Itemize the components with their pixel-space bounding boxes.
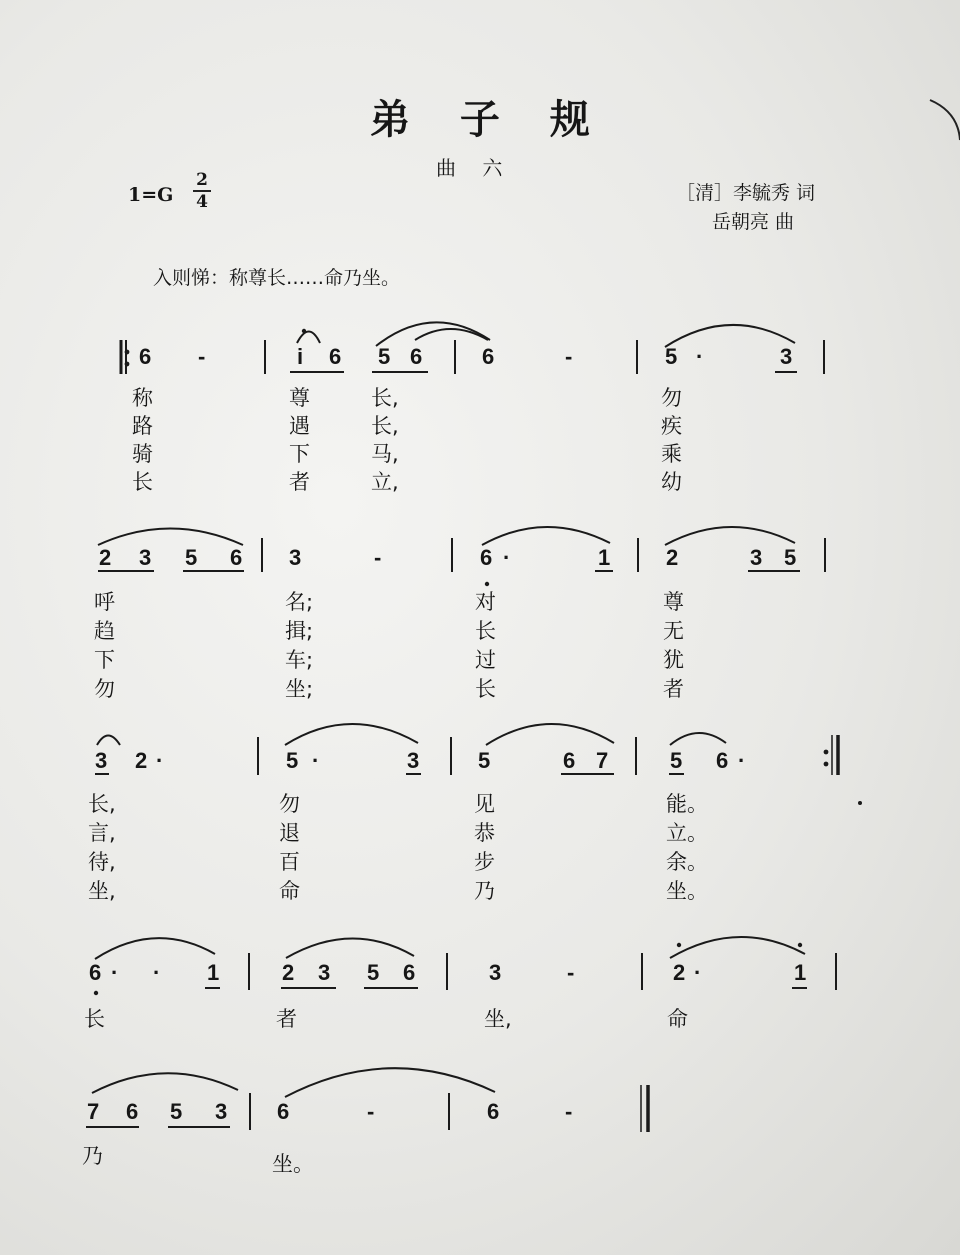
note: 6	[716, 748, 729, 773]
note: 6	[230, 545, 243, 570]
lyric: 长,	[371, 414, 399, 438]
slur	[482, 527, 610, 545]
lyric: 长	[475, 677, 496, 701]
lyric: 长	[84, 1007, 105, 1031]
note: 5	[670, 748, 683, 773]
note: 3	[780, 344, 793, 369]
slur	[415, 329, 488, 340]
lyric: 待,	[88, 850, 116, 874]
lyric-column	[132, 384, 156, 496]
note: 6	[487, 1099, 500, 1124]
lyric: 者	[276, 1007, 297, 1031]
lyric: 命	[279, 879, 300, 903]
repeat-dot	[824, 750, 829, 755]
note: 3	[750, 545, 763, 570]
lyric: 命	[667, 1007, 688, 1031]
lyric-column	[666, 790, 710, 906]
lyric: 路	[132, 414, 153, 438]
lyric: 立,	[371, 470, 399, 494]
lyric-column	[279, 790, 303, 906]
slur	[665, 325, 795, 347]
composer-credit: 岳朝亮 曲	[712, 211, 795, 233]
note-dot: ·	[694, 960, 702, 985]
lyric: 者	[663, 677, 684, 701]
note: -	[565, 344, 573, 369]
note: 5	[367, 960, 380, 985]
lyric: 长	[132, 470, 153, 494]
time-signature-bottom: 4	[196, 192, 208, 212]
lyric: 勿	[279, 792, 300, 816]
lyric: 坐,	[88, 879, 116, 903]
lyric: 恭	[474, 821, 495, 845]
lyric: 见	[474, 792, 495, 816]
note: 1	[207, 960, 220, 985]
lyric: 过	[475, 648, 496, 672]
lyric: 尊	[663, 590, 684, 614]
note: -	[567, 960, 575, 985]
lyric: 对	[475, 590, 496, 614]
note: 6	[480, 545, 493, 570]
lyric-column	[371, 384, 411, 496]
note: 6	[277, 1099, 290, 1124]
note: 3	[407, 748, 420, 773]
note: 6	[126, 1099, 139, 1124]
note: 6	[482, 344, 495, 369]
lyric: 长,	[88, 792, 116, 816]
slur	[285, 724, 418, 745]
octave-dot	[302, 329, 306, 333]
lyric: 坐。	[666, 879, 708, 903]
note: 5	[784, 545, 797, 570]
song-title: 弟 子 规	[370, 96, 608, 143]
stray-dot	[858, 801, 862, 805]
note: 5	[286, 748, 299, 773]
page-curl	[930, 100, 960, 140]
lyric: 勿	[661, 386, 682, 410]
note: -	[367, 1099, 375, 1124]
time-signature-top: 2	[196, 170, 208, 190]
lyric: 立。	[666, 821, 708, 845]
lyric: 退	[279, 821, 300, 845]
lyric: 揖;	[285, 619, 314, 643]
slur	[486, 724, 614, 745]
lyric: 疾	[661, 414, 682, 438]
lyric: 无	[663, 619, 684, 643]
lyric: 坐,	[484, 1007, 512, 1031]
note: 3	[289, 545, 302, 570]
note: 3	[489, 960, 502, 985]
note: 1	[598, 545, 611, 570]
note-dot: ·	[312, 748, 320, 773]
slur	[376, 322, 490, 346]
slur	[285, 1068, 495, 1097]
lyric-column	[94, 588, 118, 704]
lyric: 名;	[285, 590, 314, 614]
lyric: 余。	[666, 850, 708, 874]
note: 6	[410, 344, 423, 369]
note: 2	[666, 545, 679, 570]
repeat-dot	[824, 762, 829, 767]
lyric: 犹	[663, 648, 684, 672]
note: 2	[135, 748, 148, 773]
lyric-column	[663, 588, 687, 704]
lyric: 能。	[666, 792, 708, 816]
repeat-dot	[125, 350, 130, 355]
note: i	[297, 344, 304, 369]
lyric: 幼	[661, 470, 682, 494]
slur	[286, 938, 414, 958]
note: 6	[329, 344, 342, 369]
lyric: 车;	[285, 648, 314, 672]
slur	[665, 527, 795, 545]
lyric-column	[475, 588, 499, 704]
note-dot: ·	[153, 960, 161, 985]
octave-dot	[798, 943, 802, 947]
octave-dot	[677, 943, 681, 947]
song-subtitle: 曲 六	[436, 156, 513, 180]
lyric: 乘	[661, 442, 682, 466]
lyric: 步	[474, 850, 495, 874]
note-dot: ·	[156, 748, 164, 773]
lyric-column	[289, 384, 313, 496]
note-dot: ·	[738, 748, 746, 773]
lyric: 勿	[94, 677, 115, 701]
lyric: 马,	[371, 442, 399, 466]
note: 7	[87, 1099, 100, 1124]
note-dot: ·	[111, 960, 119, 985]
note: 5	[378, 344, 391, 369]
lyric: 称	[132, 386, 153, 410]
key-signature: 1=G	[128, 184, 174, 206]
octave-dot	[94, 991, 98, 995]
note: 2	[282, 960, 295, 985]
note: 7	[596, 748, 609, 773]
lyric-column	[661, 384, 685, 496]
lyric: 坐。	[272, 1152, 314, 1176]
slur	[95, 938, 215, 959]
lyric: 言,	[88, 821, 116, 845]
note: 5	[478, 748, 491, 773]
note: 6	[403, 960, 416, 985]
lyric: 长	[475, 619, 496, 643]
note: 1	[794, 960, 807, 985]
slur	[670, 937, 805, 958]
note: 3	[95, 748, 108, 773]
repeat-dot	[125, 362, 130, 367]
octave-dot	[485, 582, 489, 586]
slur	[670, 733, 726, 745]
slur	[297, 332, 320, 344]
note: 3	[215, 1099, 228, 1124]
note-dot: ·	[503, 545, 511, 570]
note: 6	[139, 344, 152, 369]
lyric: 者	[289, 470, 310, 494]
note: -	[198, 344, 206, 369]
lyric-column	[88, 790, 128, 906]
lyric: 长,	[371, 386, 399, 410]
note: 6	[89, 960, 102, 985]
note: 3	[139, 545, 152, 570]
note: -	[565, 1099, 573, 1124]
lyric: 骑	[132, 442, 153, 466]
lyric: 坐;	[285, 677, 314, 701]
note-dot: ·	[696, 344, 704, 369]
lyric: 遇	[289, 414, 310, 438]
lyric-column	[474, 790, 498, 906]
note: 6	[563, 748, 576, 773]
slur	[97, 736, 120, 746]
lyric: 百	[279, 850, 300, 874]
lyric: 乃	[82, 1144, 103, 1168]
lyric: 下	[289, 442, 310, 466]
slur	[98, 529, 243, 546]
note: 2	[99, 545, 112, 570]
note: 5	[185, 545, 198, 570]
slur	[92, 1073, 238, 1093]
lyric: 呼	[94, 590, 115, 614]
intro-text: 入则悌：称尊长……命乃坐。	[153, 267, 401, 289]
note: -	[374, 545, 382, 570]
note: 5	[170, 1099, 183, 1124]
note: 3	[318, 960, 331, 985]
lyric: 趋	[94, 619, 115, 643]
note: 2	[673, 960, 686, 985]
note: 5	[665, 344, 678, 369]
lyric: 下	[94, 648, 115, 672]
lyric: 乃	[474, 879, 495, 903]
lyricist-credit: ［清］李毓秀 词	[676, 182, 816, 204]
lyric: 尊	[289, 386, 310, 410]
lyric-column	[285, 588, 325, 704]
